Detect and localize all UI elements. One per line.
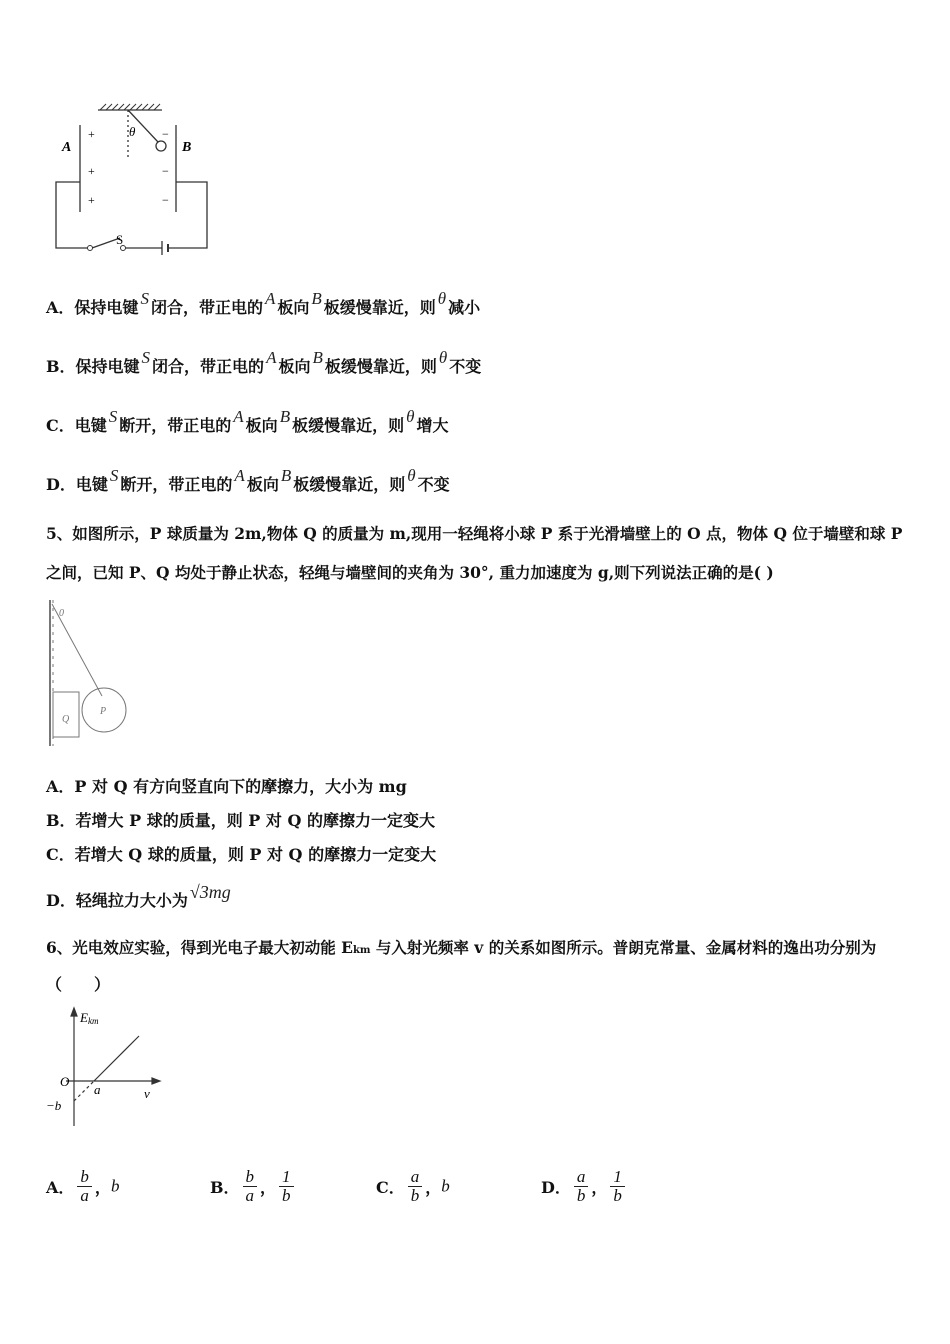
- q4-option-d: D．电键 S 断开，带正电的 A 板向 B 板缓慢靠近，则 θ 不变: [46, 466, 450, 494]
- minus-sign: −: [162, 164, 169, 178]
- ball-p-label: P: [100, 706, 107, 717]
- q6-option-b: B． $\frac{b}{a}$ ， $\frac{1}{b}$: [210, 1168, 297, 1205]
- plus-sign: +: [88, 164, 95, 178]
- plate-a-label: A: [62, 140, 72, 155]
- y-axis-label: Ekm: [80, 1010, 99, 1026]
- x-axis-label: v: [144, 1086, 150, 1101]
- minus-sign: −: [162, 193, 169, 207]
- q5-option-a: A．P 对 Q 有方向竖直向下的摩擦力，大小为 mg: [46, 777, 407, 796]
- q5-stem-line1: 5、如图所示，P 球质量为 2m,物体 Q 的质量为 m,现用一轻绳将小球 P 系于光滑墙壁上的 O 点，物体 Q 位于墙壁和球 P: [46, 524, 903, 543]
- plate-b-label: B: [182, 140, 192, 155]
- q5-option-b: B．若增大 P 球的质量，则 P 对 Q 的摩擦力一定变大: [46, 811, 435, 830]
- q6-stem-line1: 6、光电效应实验，得到光电子最大初动能 Ekm 与入射光频率 v 的关系如图所示。普朗克常量、金属材料的逸出功分别为: [46, 938, 877, 957]
- plus-sign: +: [88, 193, 95, 207]
- origin-label: O: [60, 1074, 70, 1089]
- sqrt3-mg-math: √3mg: [189, 882, 231, 902]
- q4-option-b: B．保持电键 S 闭合，带正电的 A 板向 B 板缓慢靠近，则 θ 不变: [46, 348, 482, 376]
- q5-stem-line2: 之间，已知 P、Q 均处于静止状态，轻绳与墙壁间的夹角为 30°, 重力加速度为 g,则下列说法正确的是( ): [46, 563, 774, 582]
- q4-option-c: C．电键 S 断开，带正电的 A 板向 B 板缓慢靠近，则 θ 增大: [46, 407, 449, 435]
- point-o-label: 0: [59, 608, 64, 619]
- q5-option-c: C．若增大 Q 球的质量，则 P 对 Q 的摩擦力一定变大: [46, 845, 437, 864]
- q6-option-c: C． $\frac{a}{b}$ ，b: [376, 1167, 450, 1205]
- y-intercept-label: −b: [46, 1098, 62, 1113]
- q6-option-a: A． $\frac{b}{a}$ ，b: [46, 1167, 120, 1205]
- plus-sign: +: [88, 127, 95, 141]
- capacitor-pendulum-figure: [50, 100, 220, 260]
- q6-stem-line2: （ ）: [46, 975, 111, 994]
- q5-option-d: D．轻绳拉力大小为 √3mg: [46, 882, 231, 910]
- wall-ball-figure: [40, 596, 140, 751]
- q6-option-d: D． $\frac{a}{b}$ ， $\frac{1}{b}$: [541, 1168, 628, 1205]
- x-intercept-label: a: [94, 1082, 101, 1097]
- switch-label: S: [116, 232, 124, 247]
- minus-sign: −: [162, 127, 169, 141]
- theta-label: θ: [129, 124, 136, 139]
- q4-option-a: A．保持电键 S 闭合，带正电的 A 板向 B 板缓慢靠近，则 θ 减小: [46, 289, 481, 317]
- object-q-label: Q: [62, 714, 70, 725]
- ekm-frequency-graph: [44, 1004, 174, 1134]
